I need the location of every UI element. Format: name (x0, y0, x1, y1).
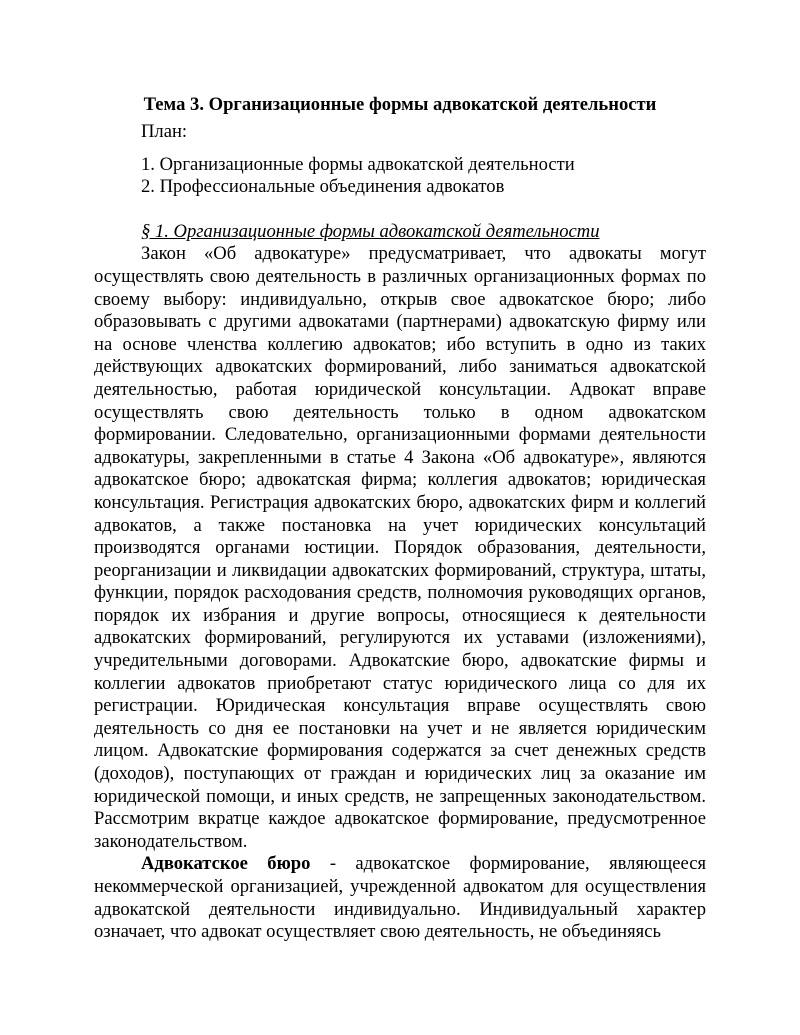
section-heading: § 1. Организационные формы адвокатской деятельности (141, 220, 600, 242)
term-advocate-bureau: Адвокатское бюро (141, 853, 311, 875)
paragraph-2-text: - адвокатское формирование, являющееся некоммерческой организацией, учрежденной адвокатом для осуществления адвокатской деятельности индивидуально. Индивидуальный характер означает, что адвокат осуществляет свою деятельность, не объединяясь (94, 853, 706, 943)
plan-list (94, 154, 706, 199)
plan-item-1: 1. Организационные формы адвокатской деятельности (141, 153, 575, 175)
document-title: Тема 3. Организационные формы адвокатской деятельности (143, 94, 657, 115)
plan-item-2: 2. Профессиональные объединения адвокатов (141, 176, 505, 198)
plan-label: План: (141, 121, 188, 142)
paragraph-1: Закон «Об адвокатуре» предусматривает, что адвокаты могут осуществлять свою деятельность в различных организационных формах по своему выбору: индивидуально, открыв свое адвокатское бюро; либо образовывать с другими адвокатами (партнерами) адвокатскую фирму или на основе членства коллегию адвокатов; ибо вступить в одно из таких действующих адвокатских формирований, либо заниматься адвокатской деятельностью, работая юридической консультации. Адвокат вправе осуществлять свою деятельность только в одном адвокатском формировании. Следовательно, организационными формами деятельности адвокатуры, закрепленными в статье 4 Закона «Об адвокатуре», являются адвокатское бюро; адвокатская фирма; коллегия адвокатов; юридическая консультация. Регистрация адвокатских бюро, адвокатских фирм и коллегий адвокатов, а также постановка на учет юридических консультаций производятся органами юстиции. Порядок образования, деятельности, реорганизации и ликвидации адвокатских формирований, структура, штаты, функции, порядок расходования средств, полномочия руководящих органов, порядок их избрания и другие вопросы, относящиеся к деятельности адвокатских формирований, регулируются их уставами (изложениями), учредительными договорами. Адвокатские бюро, адвокатские фирмы и коллегии адвокатов приобретают статус юридического лица со для их регистрации. Юридическая консультация вправе осуществлять свою деятельность со дня ее постановки на учет и не является юридическим лицом. Адвокатские формирования содержатся за счет денежных средств (доходов), поступающих от граждан и юридических лиц за оказание им юридической помощи, и иных средств, не запрещенных законодательством. Рассмотрим вкратце каждое адвокатское формирование, предусмотренное законодательством. (94, 243, 706, 852)
paragraph-2 (94, 853, 706, 943)
